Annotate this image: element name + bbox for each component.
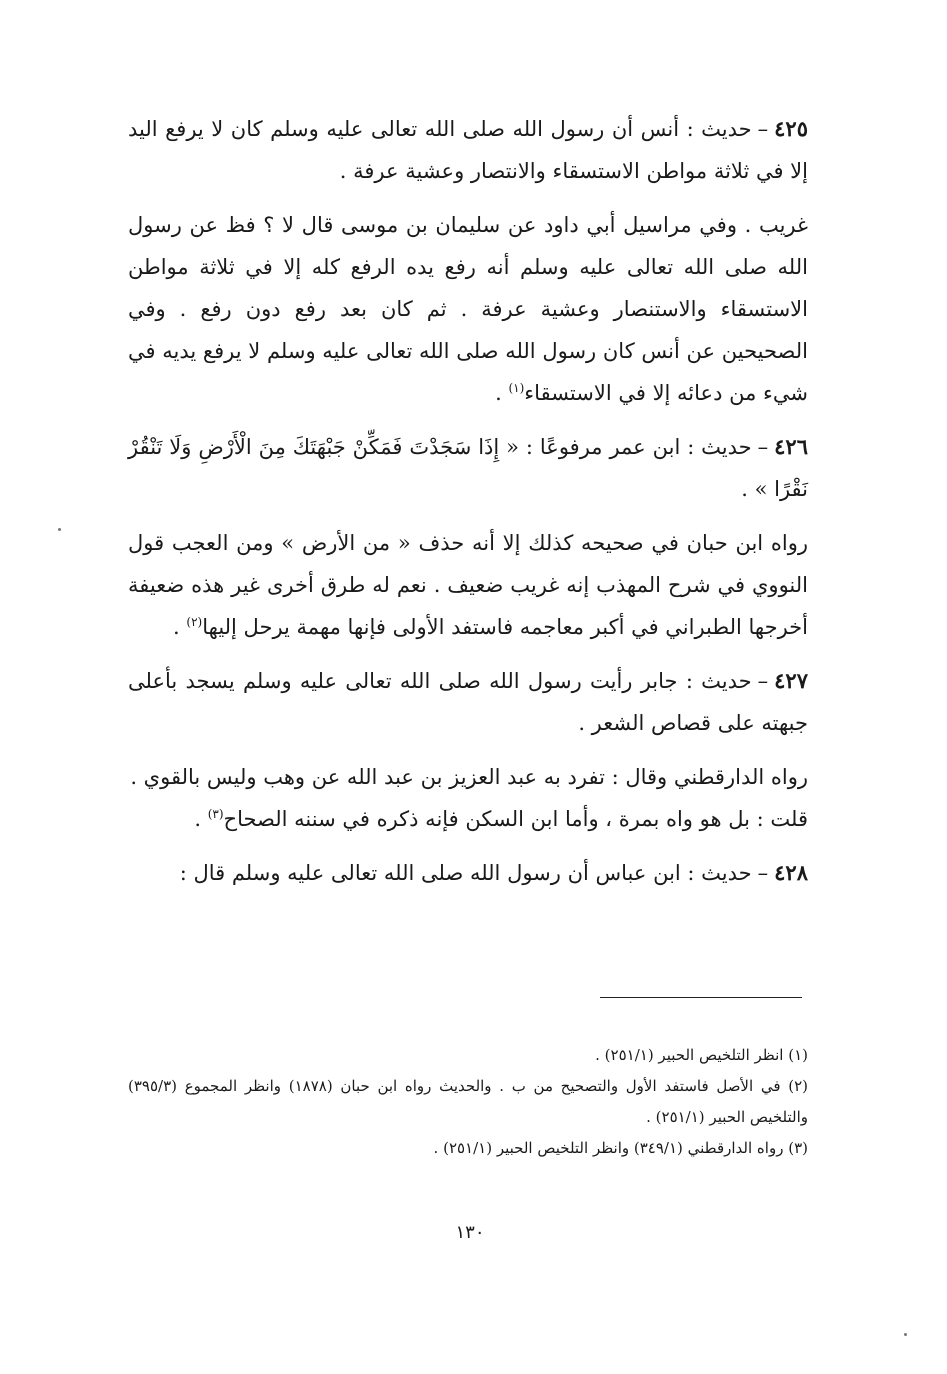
commentary-427-line1 (128, 756, 808, 798)
hadith-number: ٤٢٧ (774, 668, 808, 693)
hadith-text: حديث : جابر رأيت رسول الله صلى الله تعالى عليه وسلم يسجد بأعلى جبهته على قصاص الشعر . (128, 669, 808, 735)
hadith-428 (128, 852, 808, 894)
footnotes (128, 1040, 808, 1164)
scan-speck (904, 1333, 907, 1336)
footnote-2: (٢) في الأصل فاستفد الأول والتصحيح من ب . والحديث رواه ابن حبان (١٨٧٨) وانظر المجموع (٣٩٥/٣) والتلخيص الحبير (٢٥١/١) . (128, 1077, 808, 1126)
main-text (128, 108, 808, 906)
hadith-number: ٤٢٨ (774, 860, 808, 885)
hadith-dash: – (757, 669, 769, 693)
scan-speck (58, 528, 61, 531)
hadith-427 (128, 660, 808, 744)
footnote-1: (١) انظر التلخيص الحبير (٢٥١/١) . (595, 1046, 808, 1064)
footnote-ref-3[interactable]: (٣) (207, 807, 224, 821)
hadith-number: ٤٢٦ (774, 434, 808, 459)
commentary-425 (128, 204, 808, 414)
footnote-divider (600, 997, 802, 998)
commentary-text: رواه الدارقطني وقال : تفرد به عبد العزيز بن عبد الله عن وهب وليس بالقوي . (130, 765, 808, 789)
commentary-426 (128, 522, 808, 648)
hadith-number: ٤٢٥ (774, 116, 808, 141)
hadith-text: حديث : ابن عمر مرفوعًا : « إِذَا سَجَدْتَ فَمَكِّنْ جَبْهَتَكَ مِنَ الْأَرْضِ وَلَا تَنْقُرْ نَقْرًا » . (128, 435, 808, 501)
commentary-text: قلت : بل هو واه بمرة ، وأما ابن السكن فإنه ذكره في سننه الصحاح (223, 807, 808, 831)
commentary-text: رواه ابن حبان في صحيحه كذلك إلا أنه حذف « من الأرض » ومن العجب قول النووي في شرح المهذب إنه غريب ضعيف . نعم له طرق أخرى غير هذه ضعيفة أخرجها الطبراني في أكبر معاجمه فاستفد الأولى فإنها مهمة يرحل إليها (128, 531, 808, 639)
hadith-425 (128, 108, 808, 192)
commentary-end: . (495, 381, 509, 405)
footnote-ref-2[interactable]: (٢) (186, 615, 203, 629)
hadith-dash: – (757, 435, 769, 459)
hadith-426 (128, 426, 808, 510)
footnote-3: (٣) رواه الدارقطني (٣٤٩/١) وانظر التلخيص الحبير (٢٥١/١) . (433, 1139, 808, 1157)
commentary-text: غريب . وفي مراسيل أبي داود عن سليمان بن موسى قال لا ؟ فظ عن رسول الله صلى الله تعالى عليه وسلم أنه رفع يده الرفع كله إلا في ثلاثة مواطن الاستسقاء والاستنصار وعشية عرفة . ثم كان بعد رفع دون رفع . وفي الصحيحين عن أنس كان رسول الله صلى الله تعالى عليه وسلم لا يرفع يديه في شيء من دعائه إلا في الاستسقاء (128, 213, 808, 405)
hadith-text: حديث : ابن عباس أن رسول الله صلى الله تعالى عليه وسلم قال : (179, 861, 752, 885)
page-number: ١٣٠ (455, 1222, 485, 1243)
commentary-427-line2 (128, 798, 808, 840)
footnote-ref-1[interactable]: (١) (508, 381, 525, 395)
commentary-end: . (173, 615, 187, 639)
hadith-text: حديث : أنس أن رسول الله صلى الله تعالى عليه وسلم كان لا يرفع اليد إلا في ثلاثة مواطن الاستسقاء والانتصار وعشية عرفة . (128, 117, 808, 183)
hadith-dash: – (757, 117, 769, 141)
hadith-dash: – (757, 861, 769, 885)
commentary-end: . (194, 807, 208, 831)
